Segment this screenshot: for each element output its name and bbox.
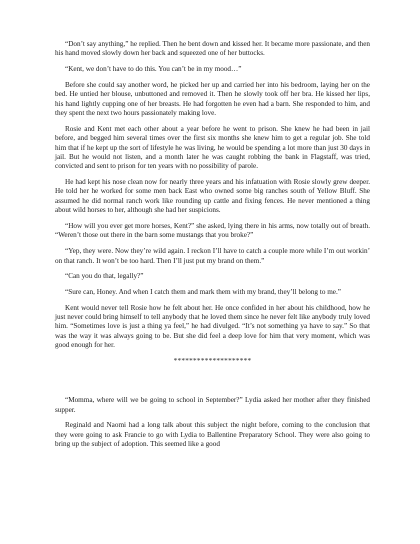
paragraph: “Can you do that, legally?”: [65, 272, 144, 281]
paragraph: “Yep, they were. Now they’re wild again. I reckon I’ll have to catch a couple more while I’m out workin’ on that ranch. It won’t be too hard. Then I’ll just put my brand on them.”: [55, 247, 370, 265]
paragraph: “Kent, we don’t have to do this. You can’t be in my mood…”: [65, 65, 242, 74]
paragraph: “How will you ever get more horses, Kent?” she asked, lying there in his arms, now totally out of breath. “Weren’t those out there in the barn some mustangs that you broke?”: [55, 221, 370, 240]
scene-break-divider: ********************: [173, 356, 252, 365]
paragraph: “Sure can, Honey. And when I catch them and mark them with my brand, they’ll belong to me.”: [65, 287, 341, 296]
paragraph: Kent would never tell Rosie how he felt about her. He once confided in her about his childhood, how he just never could bring himself to tell anybody that he loved them since he never felt like anybody truly loved him. “Sometimes love is just a thing ya feel,” he had divulged. “It’s not something ya have to say.” So that was the way it was always going to be. But she did feel a deep love for him that very moment, which was good enough for her.: [55, 303, 370, 350]
paragraph: “Momma, where will we be going to school in September?” Lydia asked her mother after they finished supper.: [55, 396, 370, 414]
paragraph: Before she could say another word, he picked her up and carried her into his bedroom, laying her on the bed. He untied her blouse, unbuttoned and removed it. Then he slowly took off her bra. He kissed her lips, his hand lightly cupping one of her breasts. He had forgotten he even had a barn. She responded to him, and they spent the next two hours passionately making love.: [55, 80, 370, 118]
paragraph: Reginald and Naomi had a long talk about this subject the night before, coming to the conclusion that they were going to ask Francie to go with Lydia to Ballentine Preparatory School. They were also going to bring up the subject of adoption. This seemed like a good: [55, 421, 370, 449]
paragraph: “Don’t say anything,” he replied. Then he bent down and kissed her. It became more passionate, and then his hand moved slowly down her back and squeezed one of her buttocks.: [55, 40, 370, 58]
paragraph: Rosie and Kent met each other about a year before he went to prison. She knew he had been in jail before, and begged him several times over the first six months she knew him to get a regular job. She told him that if he kept up the sort of lifestyle he was living, he would be spending a lot more than just 30 days in jail. But he would not listen, and a month later he was caught robbing the bank in Flagstaff, was tried, convicted and sent to prison for ten years with no possibility of parole.: [55, 124, 370, 171]
paragraph: He had kept his nose clean now for nearly three years and his infatuation with Rosie slowly grew deeper. He told her he worked for some men back East who owned some big ranches south of Yellow Bluff. She assumed he did normal ranch work like rounding up cattle and fixing fences. He never mentioned a thing about wild horses to her, although she had her suspicions.: [55, 178, 370, 215]
